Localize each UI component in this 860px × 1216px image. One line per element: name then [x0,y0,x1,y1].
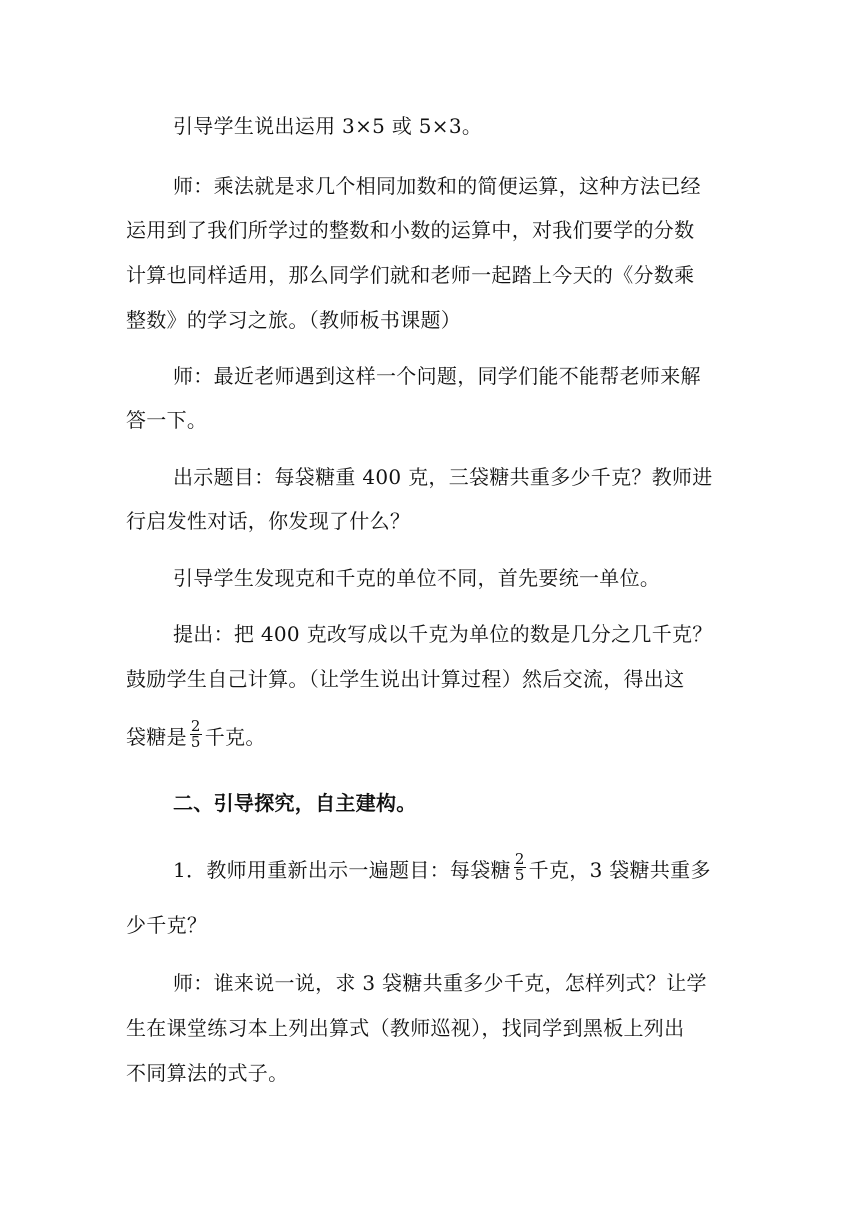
paragraph-text: 不同算法的式子。 [126,1061,289,1085]
section-heading: 二、引导探究，自主建构。 [173,791,417,815]
paragraph-text: 师：乘法就是求几个相同加数和的简便运算，这种方法已经 [173,174,701,198]
paragraph-text: 少千克？ [126,913,208,937]
text-run: 千克，3 袋糖共重多 [528,858,711,882]
fraction [190,719,202,750]
paragraph-line-with-fraction [126,717,266,754]
paragraph-text: 师：谁来说一说，求 3 袋糖共重多少千克，怎样列式？让学 [173,971,707,995]
fraction-denominator: 5 [514,866,525,884]
paragraph-line-with-fraction [173,850,711,887]
paragraph-text: 整数》的学习之旅。（教师板书课题） [126,308,462,332]
paragraph-text: 出示题目：每袋糖重 400 克，三袋糖共重多少千克？教师进 [173,465,713,489]
paragraph-text: 生在课堂练习本上列出算式（教师巡视），找同学到黑板上列出 [126,1016,685,1040]
paragraph-text: 引导学生说出运用 3×5 或 5×3。 [173,114,483,138]
paragraph-text: 师：最近老师遇到这样一个问题，同学们能不能帮老师来解 [173,364,701,388]
fraction-numerator: 2 [514,850,525,868]
paragraph-text: 提出：把 400 克改写成以千克为单位的数是几分之几千克？ [173,622,713,646]
paragraph-text: 运用到了我们所学过的整数和小数的运算中，对我们要学的分数 [126,218,695,242]
text-run: 千克。 [204,725,266,749]
fraction [514,852,526,883]
paragraph-text: 计算也同样适用，那么同学们就和老师一起踏上今天的《分数乘 [126,263,695,287]
paragraph-text: 答一下。 [126,408,208,432]
fraction-numerator: 2 [190,717,201,735]
paragraph-text: 鼓励学生自己计算。（让学生说出计算过程）然后交流，得出这 [126,667,685,691]
paragraph-text: 行启发性对话，你发现了什么？ [126,509,411,533]
fraction-denominator: 5 [190,733,201,751]
text-run: 袋糖是 [126,725,187,749]
paragraph-text: 引导学生发现克和千克的单位不同，首先要统一单位。 [173,566,661,590]
text-run: 1．教师用重新出示一遍题目：每袋糖 [173,858,511,882]
